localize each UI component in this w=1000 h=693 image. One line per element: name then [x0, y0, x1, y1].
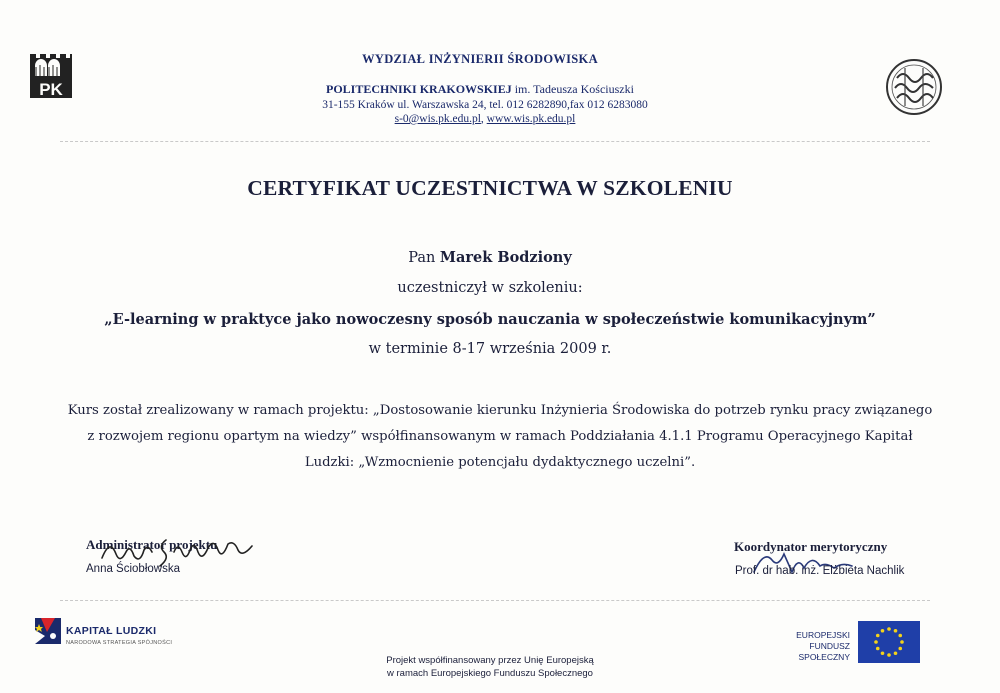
left-signatory-name: Anna Ściobłowska: [86, 563, 180, 575]
university-name-bold: POLITECHNIKI KRAKOWSKIEJ: [326, 82, 515, 96]
kapital-ludzki-logo: [33, 616, 63, 646]
faculty-address: 31-155 Kraków ul. Warszawska 24, tel. 012 6282890,fax 012 6283080: [322, 99, 648, 111]
eu-cofinancing-note: [320, 654, 660, 680]
eu-star: [898, 634, 902, 638]
project-description: [20, 398, 980, 476]
eu-flag-icon: [858, 621, 920, 663]
description-line: z rozwojem regionu opartym na wiedzy” współfinansowanym w ramach Poddziałania 4.1.1 Programu Operacyjnego Kapitał: [87, 429, 913, 444]
kapital-ludzki-title: KAPITAŁ LUDZKI: [66, 625, 157, 637]
footer-divider: [60, 600, 930, 601]
cofinancing-line: Projekt współfinansowany przez Unię Europejską: [386, 655, 594, 666]
header-divider: [60, 141, 930, 142]
eu-star: [898, 647, 902, 651]
university-patron: im. Tadeusza Kościuszki: [514, 82, 634, 96]
eu-star: [881, 651, 885, 655]
efs-label-line: EUROPEJSKI: [796, 630, 850, 640]
wis-emblem-logo: [885, 58, 943, 116]
eu-star: [894, 629, 898, 633]
kapital-ludzki-subtitle: NARODOWA STRATEGIA SPÓJNOŚCI: [66, 640, 173, 646]
eu-star: [876, 647, 880, 651]
description-line: Ludzki: „Wzmocnienie potencjału dydaktycznego uczelni”.: [304, 455, 696, 470]
certificate-title: CERTYFIKAT UCZESTNICTWA W SZKOLENIU: [247, 176, 733, 200]
right-signatory-role: Koordynator merytoryczny: [734, 539, 888, 554]
pk-logo-text: PK: [39, 80, 63, 99]
participation-statement: uczestniczył w szkoleniu:: [397, 280, 583, 296]
email-link[interactable]: s-0@wis.pk.edu.pl: [394, 113, 481, 125]
efs-label: [760, 630, 850, 663]
university-name: [300, 82, 660, 97]
contact-separator: ,: [480, 113, 487, 125]
efs-label-line: FUNDUSZ SPOŁECZNY: [798, 641, 850, 662]
eu-star: [874, 640, 878, 644]
eu-star: [887, 653, 891, 657]
contact-line: [290, 113, 680, 125]
description-line: Kurs został zrealizowany w ramach projektu: „Dostosowanie kierunku Inżynieria Środowiska do potrzeb rynku pracy związanego: [67, 403, 933, 418]
eu-star: [881, 629, 885, 633]
website-link[interactable]: www.wis.pk.edu.pl: [486, 113, 576, 125]
eu-star: [876, 634, 880, 638]
recipient-line: [0, 249, 980, 266]
left-signatory-role: Administrator projektu: [86, 537, 218, 552]
course-dates: w terminie 8-17 września 2009 r.: [368, 341, 612, 357]
salutation: Pan: [408, 250, 436, 266]
right-signatory-name: Prof. dr hab. inż. Elżbieta Nachlik: [735, 565, 905, 577]
eu-star: [894, 651, 898, 655]
politechnika-krakowska-logo: [28, 50, 74, 100]
cofinancing-line: w ramach Europejskiego Funduszu Społecznego: [387, 668, 593, 679]
eu-star: [887, 627, 891, 631]
faculty-name: WYDZIAŁ INŻYNIERII ŚRODOWISKA: [362, 52, 598, 66]
course-title: „E-learning w praktyce jako nowoczesny sposób nauczania w społeczeństwie komunikacyjnym”: [104, 311, 876, 328]
recipient-name: Marek Bodziony: [439, 249, 572, 266]
eu-star: [900, 640, 904, 644]
